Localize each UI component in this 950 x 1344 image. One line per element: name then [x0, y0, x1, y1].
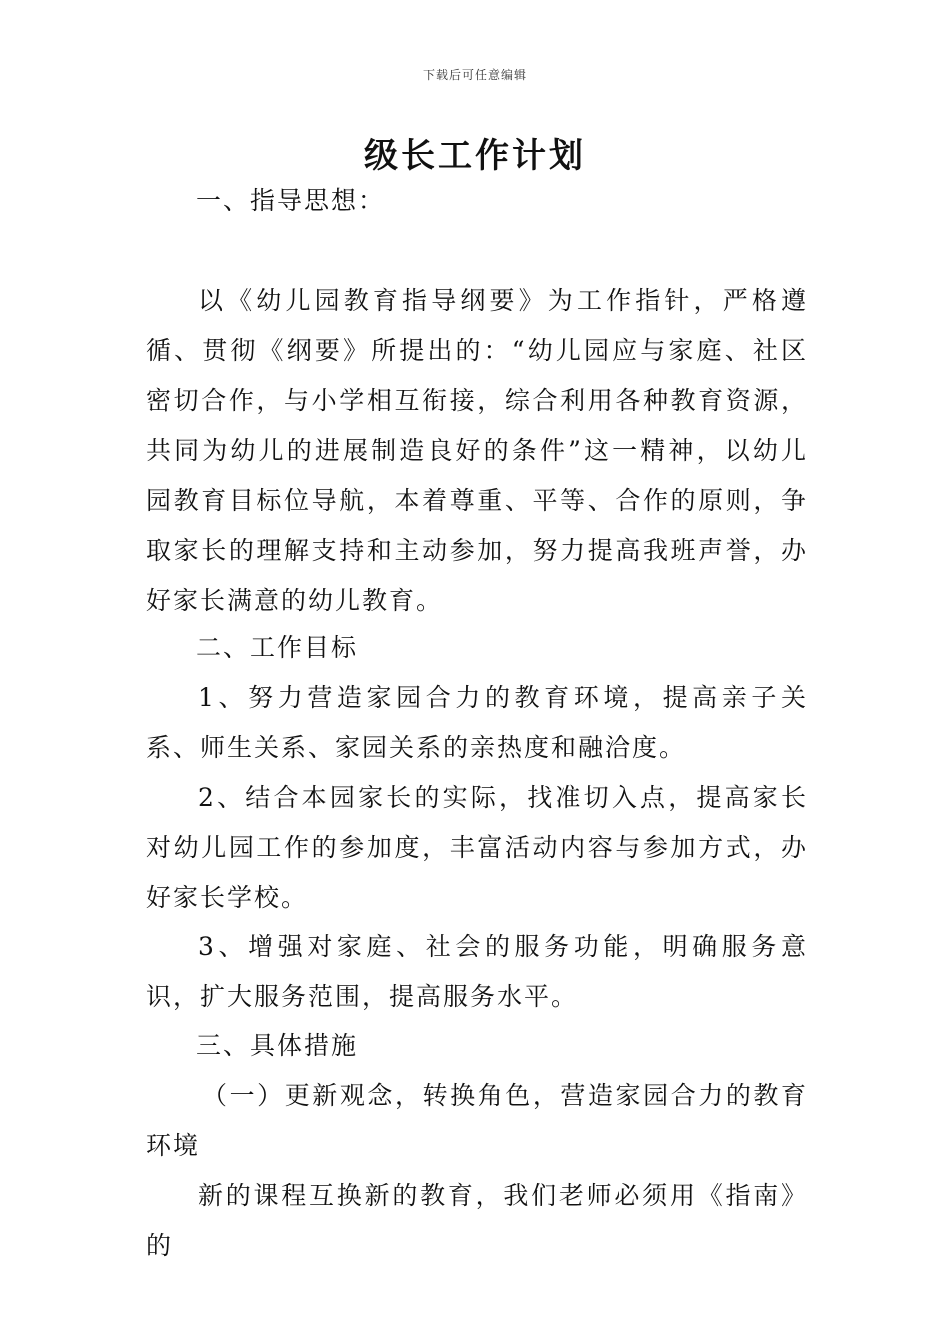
goal-item-1: [146, 673, 808, 773]
section-1-heading: 一、指导思想：: [196, 186, 386, 215]
section-3-heading: 三、具体措施: [196, 1031, 359, 1060]
measure-subheading-1: [146, 1071, 808, 1171]
measure-subheading-1-text: （一）更新观念，转换角色，营造家园合力的教育环境: [146, 1081, 808, 1160]
goal-item-3: [146, 922, 808, 1022]
goal-item-2-text: 2、结合本园家长的实际，找准切入点，提高家长对幼儿园工作的参加度，丰富活动内容与参加方式，办好家长学校。: [146, 783, 808, 912]
guiding-thought-paragraph: 以《幼儿园教育指导纲要》为工作指针，严格遵循、贯彻《纲要》所提出的：“幼儿园应与家庭、社区密切合作，与小学相互衔接，综合利用各种教育资源，共同为幼儿的进展制造良好的条件”这一精神，以幼儿园教育目标位导航，本着尊重、平等、合作的原则，争取家长的理解支持和主动参加，努力提高我班声誉，办好家长满意的幼儿教育。: [146, 286, 808, 615]
goal-item-2: [146, 773, 808, 923]
goal-item-3-text: 3、增强对家庭、社会的服务功能，明确服务意识，扩大服务范围，提高服务水平。: [146, 932, 808, 1011]
measure-paragraph-text: 新的课程互换新的教育，我们老师必须用《指南》的: [146, 1181, 808, 1260]
section-2-heading: 二、工作目标: [196, 633, 359, 662]
document-title: 级长工作计划: [364, 136, 586, 176]
header-note: 下载后可任意编辑: [422, 68, 527, 82]
goal-item-1-text: 1、努力营造家园合力的教育环境，提高亲子关系、师生关系、家园关系的亲热度和融洽度。: [146, 683, 808, 762]
measure-paragraph: [146, 1171, 808, 1271]
section-1-paragraph: [146, 276, 808, 626]
